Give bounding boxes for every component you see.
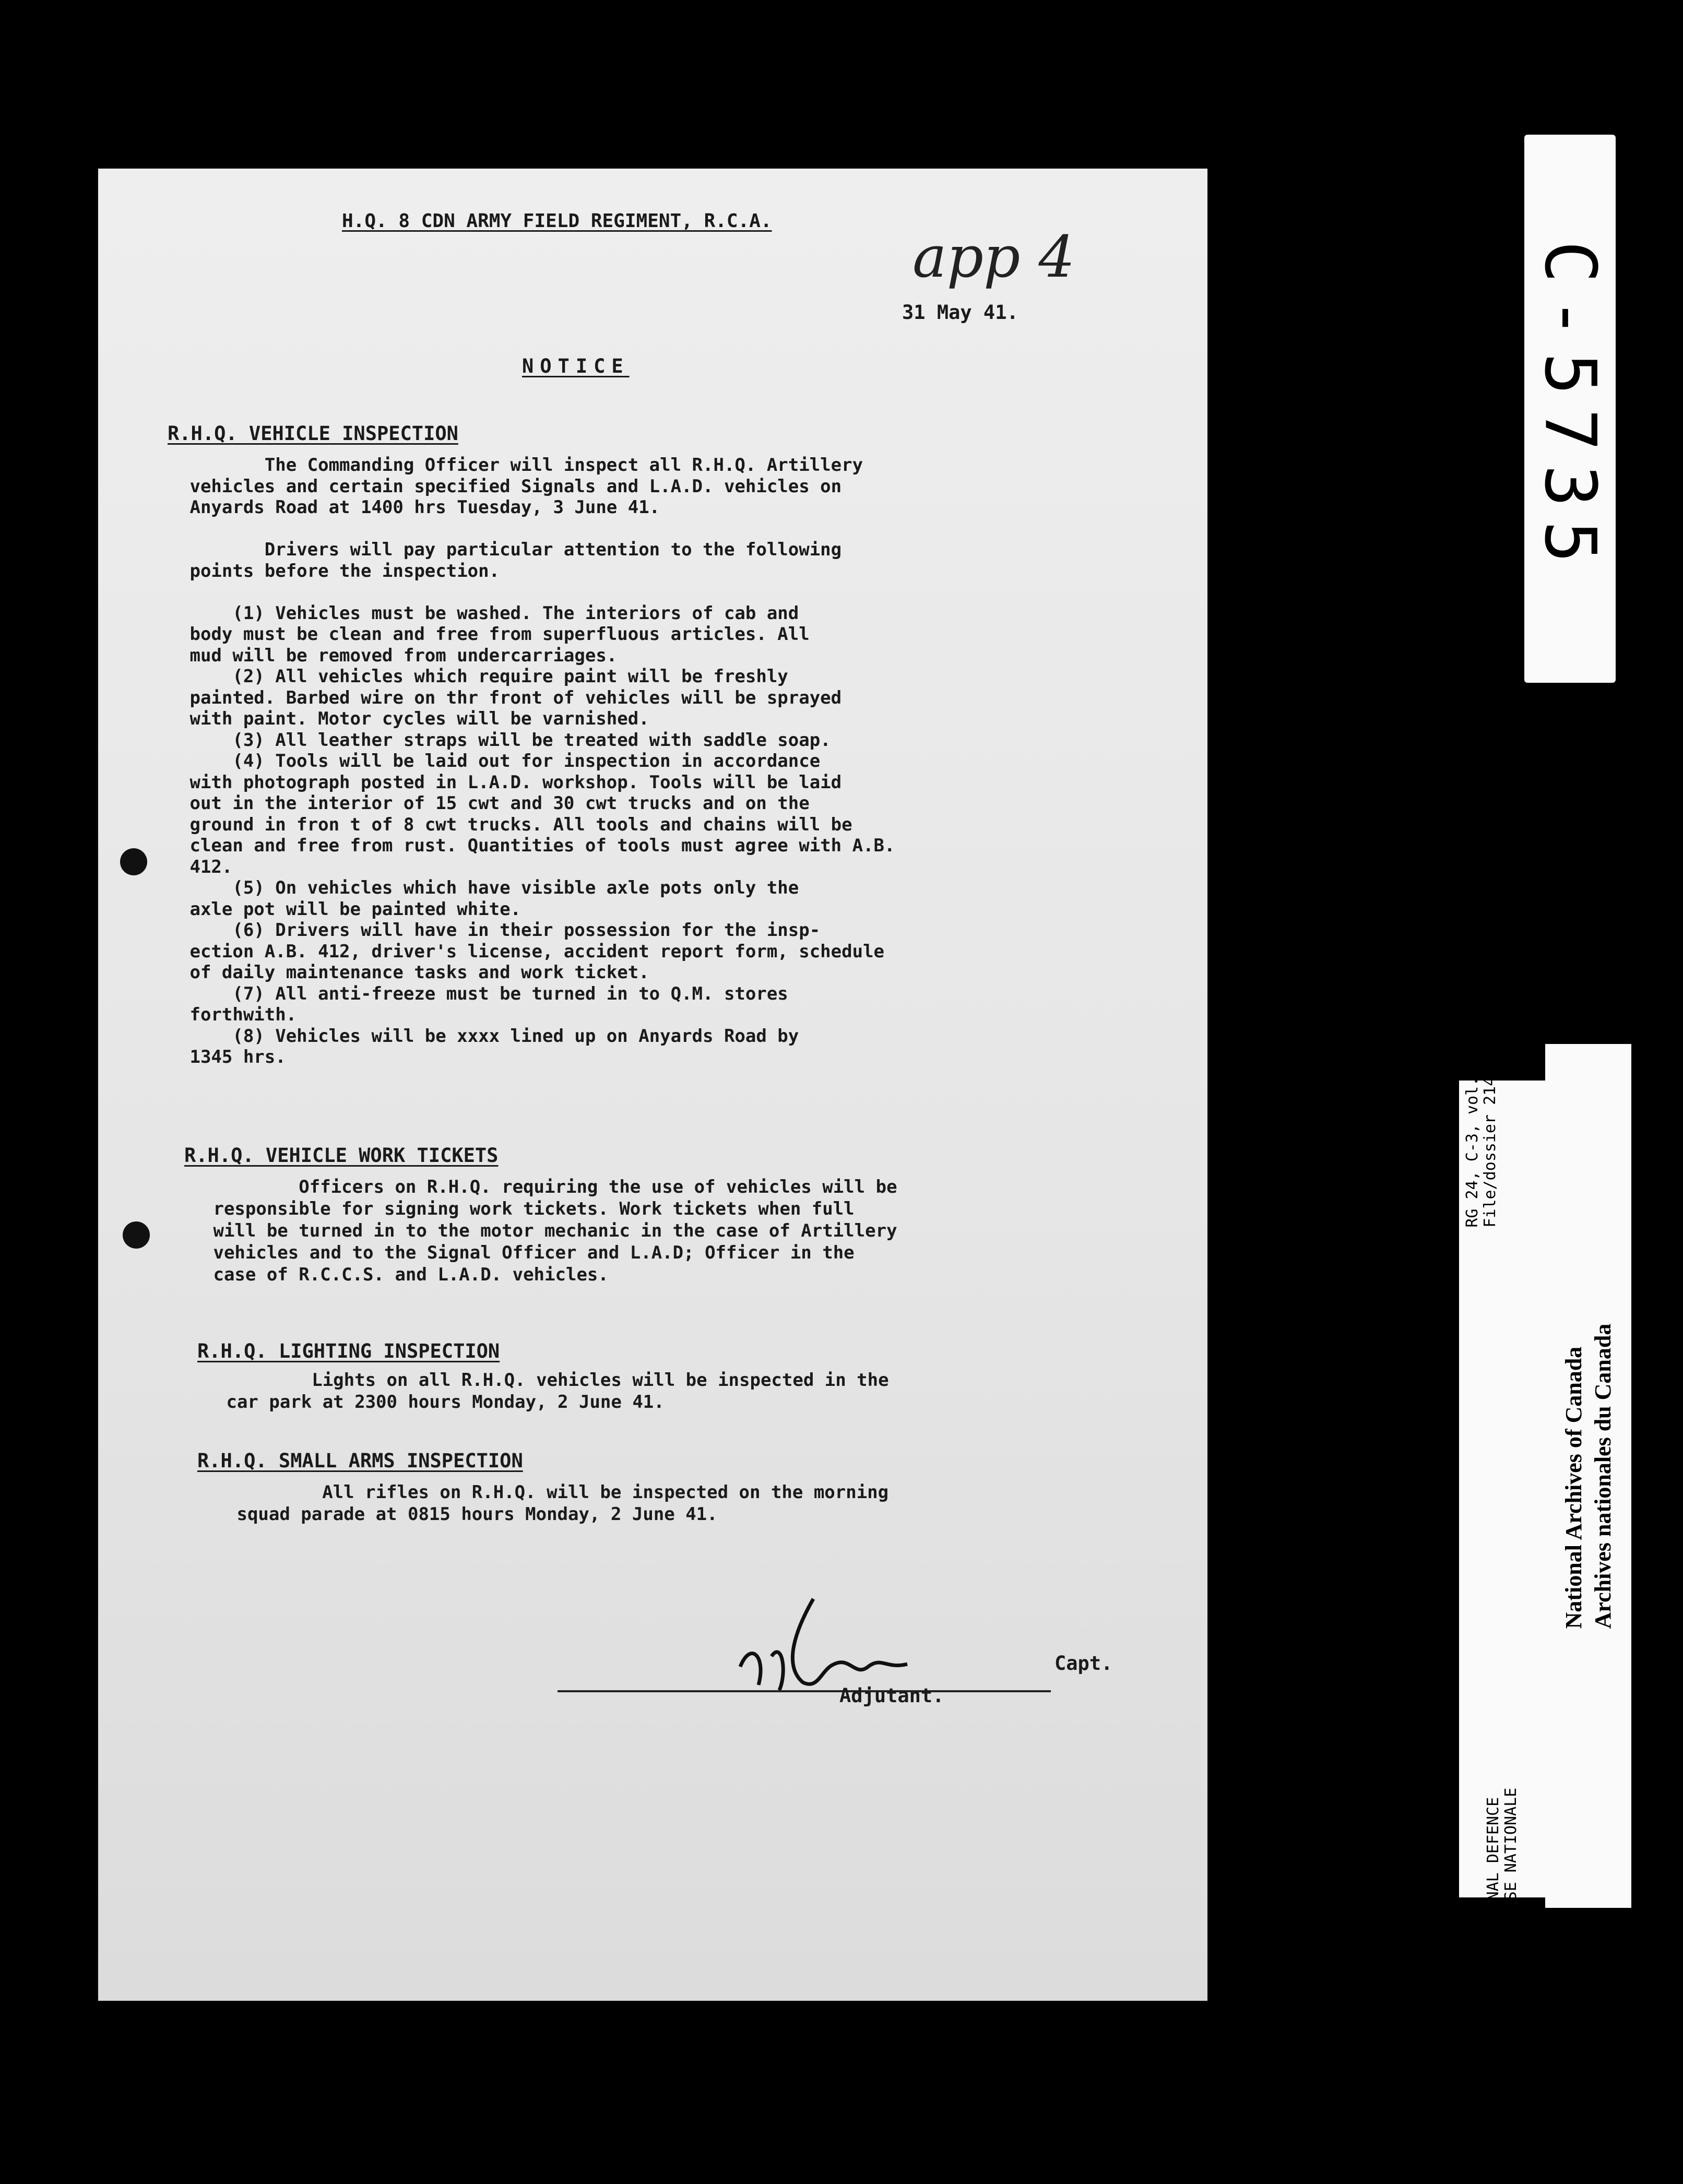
reel-number-stamp <box>1524 135 1616 683</box>
section-heading: R.H.Q. SMALL ARMS INSPECTION <box>197 1450 523 1472</box>
section-body: Lights on all R.H.Q. vehicles will be inspected in the car park at 2300 hours Monday, 2 June 41. <box>226 1370 889 1413</box>
notice-title: NOTICE <box>522 355 630 377</box>
archives-text: National Archives of Canada Archives nationales du Canada <box>1560 1323 1616 1629</box>
punch-hole <box>120 848 147 875</box>
section-heading: R.H.Q. VEHICLE WORK TICKETS <box>184 1144 499 1167</box>
archives-label <box>1545 1044 1631 1908</box>
document-page <box>98 169 1207 2001</box>
document-header: H.Q. 8 CDN ARMY FIELD REGIMENT, R.C.A. <box>342 210 772 232</box>
section-heading: R.H.Q. LIGHTING INSPECTION <box>197 1340 500 1362</box>
handwritten-annotation: app 4 <box>912 223 1075 290</box>
section-body: Officers on R.H.Q. requiring the use of vehicles will be responsible for signing work tickets. Work tickets when full will be turned in to the motor mechanic in the case of Artillery vehicles and to the Signal Officer and L.A.D; Officer in the case of R.C.C.S. and L.A.D. vehicles. <box>213 1177 897 1285</box>
section-body: The Commanding Officer will inspect all R.H.Q. Artillery vehicles and certain specified Signals and L.A.D. vehicles on Anyards Road at 1400 hrs Tuesday, 3 June 41. Drivers will pay particular attention to the following points before the inspection. (1) Vehicles must be washed. The interiors of cab and body must be clean and free from superfluous articles. All mud will be removed from undercarriages. (2) All vehicles which require paint will be freshly painted. Barbed wire on thr front of vehicles will be sprayed with paint. Motor cycles will be varnished. (3) All leather straps will be treated with saddle soap. (4) Tools will be laid out for inspection in accordance with photograph posted in L.A.D. workshop. Tools will be laid out in the interior of 15 cwt and 30 cwt trucks and on the ground in fron t of 8 cwt trucks. All tools and chains will be clean and free from rust. Quantities of tools must agree with A.B. 412. (5) On vehicles which have visible axle pots only the axle pot will be painted white. (6) Drivers will have in their possession for the insp- ection A.B. 412, driver's license, accident report form, schedule of daily maintenance tasks and work ticket. (7) All anti-freeze must be turned in to Q.M. stores forthwith. (8) Vehicles will be xxxx lined up on Anyards Road by 1345 hrs. <box>189 455 895 1067</box>
signature-title: Adjutant. <box>839 1684 944 1707</box>
reel-number: C-5735 <box>1529 241 1611 577</box>
signature-line <box>558 1690 1051 1692</box>
section-body: All rifles on R.H.Q. will be inspected on the morning squad parade at 0815 hours Monday, 2 June 41. <box>236 1482 889 1525</box>
punch-hole <box>123 1221 150 1249</box>
reference-label <box>1459 1019 1545 1948</box>
signature-rank: Capt. <box>1054 1652 1113 1675</box>
section-heading: R.H.Q. VEHICLE INSPECTION <box>168 422 458 445</box>
document-date: 31 May 41. <box>902 301 1018 324</box>
reference-text: RG 24, C-3, vol. 14449 File/dossier 214 NATIONAL DEFENCE DEFENSE NATIONALE <box>1463 1019 1520 1948</box>
